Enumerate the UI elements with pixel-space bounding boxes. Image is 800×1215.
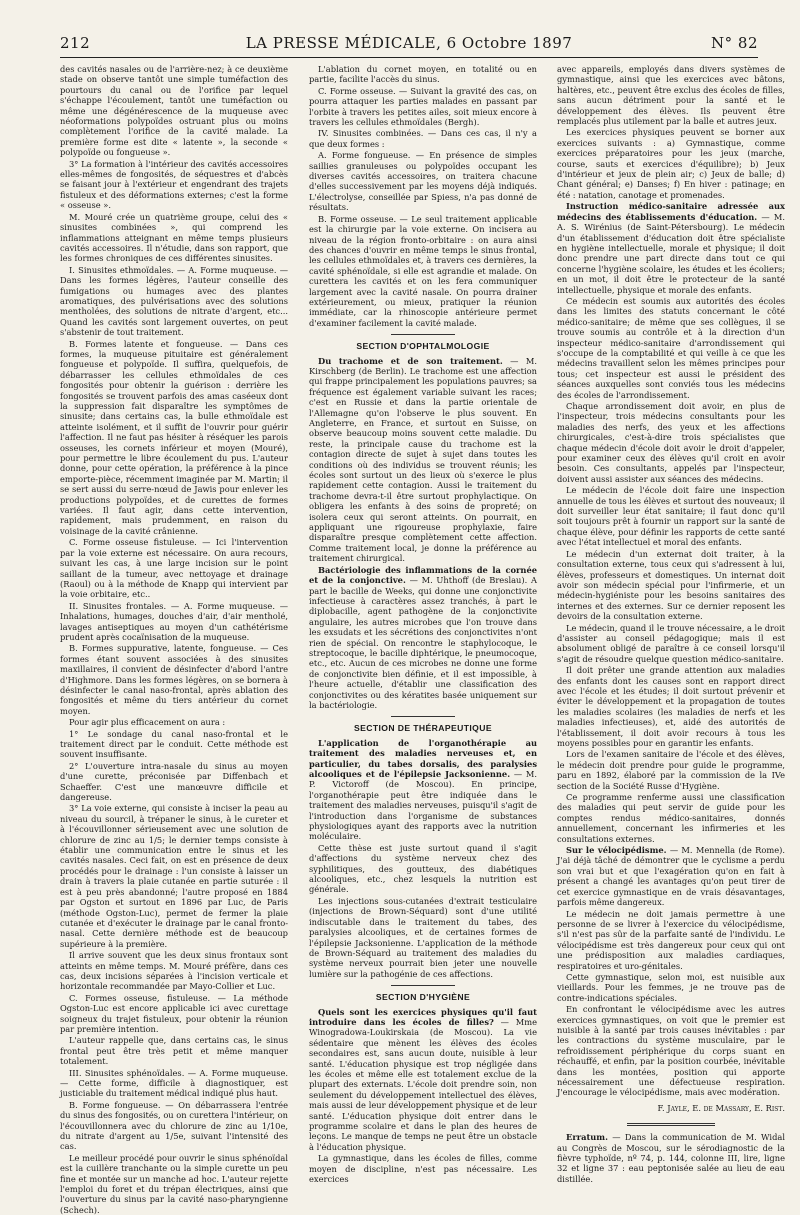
paragraph: Cette gymnastique, selon moi, est nuisible aux vieillards. Pour les femmes, je ne trouve pas de contre-indications spéciales. xyxy=(557,971,785,1003)
paragraph: B. Formes suppurative, latente, fongueuse. — Ces formes étant souvent associées à des sinusites maxillaires, il convient de désinfecter d'abord l'antre d'Highmore. Dans les formes légères, on se bornera à désinfecter le canal naso-frontal, après ablation des fongosités et même du tiers antérieur du cornet moyen. xyxy=(60,643,288,716)
paragraph: IV. Sinusites combinées. — Dans ces cas, il n'y a que deux formes : xyxy=(309,128,537,149)
journal-title: LA PRESSE MÉDICALE, 6 Octobre 1897 xyxy=(245,34,573,52)
divider xyxy=(391,716,455,717)
page-number: 212 xyxy=(60,34,91,52)
paragraph: Le médecin d'un externat doit traiter, à la consultation externe, tous ceux qui s'adressent à lui, élèves, professeurs et domestiques. Un internat doit avoir son médecin spécial pour l'infirmerie, et un médecin-hygiéniste pour les besoins sanitaires des internes et des externes. Sur ce dernier reposent les devoirs de la consultation externe. xyxy=(557,548,785,622)
paragraph: B. Forme osseuse. — Le seul traitement applicable est la chirurgie par la voie externe. On incisera au niveau de la région fronto-orbitaire : on aura ainsi des chances d'ouvrir en même temps le sinus frontal, les cellules ethmoïdales et, à travers ces dernières, la cavité sphénoïdale, si elle est agrandie et malade. On curettera les cavités et on les fera communiquer largement avec la cavité nasale. On pourra drainer extérieurement, ou mieux, pratiquer la réunion immédiate, car la rhinoscopie antérieure permet d'examiner facilement la cavité malade. xyxy=(309,213,537,328)
article-paragraph xyxy=(309,1007,537,1153)
section-heading xyxy=(309,985,537,1002)
erratum-title: Erratum. xyxy=(566,1132,608,1143)
section-title: SECTION D'OPHTALMOLOGIE xyxy=(356,341,490,352)
article-paragraph xyxy=(309,738,537,842)
article-text: — M. P. Victoroff (de Moscou). En principe, l'organothérapie peut être indiquée dans le traitement des maladies nerveuses, puisqu'il s'agit de l'introduction dans l'organisme de substances physiologiques ayant des rapports avec la nutrition moléculaire. xyxy=(309,769,537,842)
section-heading xyxy=(309,334,537,351)
paragraph: Cette thèse est juste surtout quand il s'agit d'affections du système nerveux chez des syphilitiques, des goutteux, des diabétiques alcooliques, etc., chez lesquels la nutrition est générale. xyxy=(309,842,537,895)
article-title: L'application de l'organothérapie au traitement des maladies nerveuses et, en particulier, du tabes dorsalis, des paralysies alcooliques et de l'épilepsie Jacksonienne. xyxy=(309,737,537,779)
column-2 xyxy=(309,64,537,1185)
paragraph: Le meilleur procédé pour ouvrir le sinus sphénoïdal est la cuillère tranchante ou la simple curette un peu fine et montée sur un manche ad hoc. L'auteur rejette l'emploi du foret et du trépan électriques, ainsi que l'ouverture du sinus par la cavité naso-pharyngienne (Schech). xyxy=(60,1152,288,1215)
column-1 xyxy=(60,64,288,1215)
article-paragraph xyxy=(309,356,537,564)
article-text: — M. Uhthoff (de Breslau). A part le bacille de Weeks, qui donne une conjonctivite infectieuse à caractères assez tranchés, à part le diplobacille, agent pathogène de la conjonctivite angulaire, les autres microbes que l'on trouve dans les exsudats et les sécrétions des conjonctivites n'ont rien de spécial. On rencontre le staphylocoque, le streptocoque, le bacille diphtérique, le pneumocoque, etc., etc. Aucun de ces microbes ne donne une forme de conjonctivite bien définie, et il est impossible, à l'heure actuelle, d'établir une classification des conjonctivites ou des kératites basée uniquement sur la bactériologie. xyxy=(309,575,537,710)
paragraph: A. Forme fongueuse. — En présence de simples saillies granuleuses ou polypoïdes occupant les diverses cavités accessoires, on traitera chacune d'elles successivement par les moyens déjà indiqués. L'électrolyse, conseillée par Spiess, n'a pas donné de résultats. xyxy=(309,150,537,213)
column-3 xyxy=(557,64,786,1184)
article-title: Quels sont les exercices physiques qu'il faut introduire dans les écoles de filles? xyxy=(309,1006,537,1027)
double-divider xyxy=(627,1123,715,1126)
paragraph: 3° La formation à l'intérieur des cavités accessoires elles-mêmes de fongosités, de séquestres et d'abcès se faisant jour à l'extérieur et engendrant des trajets fistuleux et des déformations externes; c'est la forme « osseuse ». xyxy=(60,158,288,211)
paragraph: L'ablation du cornet moyen, en totalité ou en partie, facilite l'accès du sinus. xyxy=(309,64,537,85)
paragraph: avec appareils, employés dans divers systèmes de gymnastique, ainsi que les exercices avec bâtons, haltères, etc., peuvent être exclus des écoles de filles, sans aucun détriment pour la santé et le développement des élèves. Ils peuvent être remplacés plus utilement par la balle et autres jeux. xyxy=(557,64,785,127)
paragraph: II. Sinusites frontales. — A. Forme muqueuse. — Inhalations, humages, douches d'air, d'air mentholé, lavages antiseptiques au moyen d'un cathétérisme prudent après cocaïnisation de la muqueuse. xyxy=(60,600,288,642)
article-text: — Mme Winogradowa-Loukirskaia (de Moscou). La vie sédentaire que mènent les élèves des écoles secondaires est, sans aucun doute, nuisible à leur santé. L'éducation physique est trop négligée dans les écoles et même elle est totalement exclue de la plupart des externats. L'école doit prendre soin, non seulement du développement intellectuel des élèves, mais aussi de leur développement physique et de leur santé. L'éducation physique doit entrer dans le programme scolaire et dans le plan des heures de leçons. Le manque de temps ne peut être un obstacle à l'éducation physique. xyxy=(309,1016,537,1152)
article-paragraph xyxy=(557,201,785,295)
paragraph: Ce programme renferme aussi une classification des maladies qui peut servir de guide pour les comptes rendus médico-sanitaires, donnés annuellement, concernant les infirmeries et les consultations externes. xyxy=(557,792,785,844)
paragraph: III. Sinusites sphénoïdales. — A. Forme muqueuse. — Cette forme, difficile à diagnostiquer, est justiciable du traitement médical indiqué plus haut. xyxy=(60,1067,288,1099)
paragraph: Il doit prêter une grande attention aux maladies des enfants dont les causes sont en rapport direct avec l'école et les études; il doit surtout prévenir et éviter le développement et la propagation de toutes les maladies scolaires (les maladies de nerfs et les maladies infectieuses), et, aidé des autorités de l'établissement, il doit avoir recours à tous les moyens possibles pour en garantir les enfants. xyxy=(557,665,785,748)
article-text: — M. Kirschberg (de Berlin). Le trachome est une affection qui frappe principalement les populations pauvres; sa fréquence est également variable suivant les races; c'est en Russie et dans la partie orientale de l'Allemagne qu'on l'observe le plus souvent. En Angleterre, en France, et surtout en Suisse, on observe beaucoup moins souvent cette maladie. Du reste, la principale cause du trachome est la contagion directe de sujet à sujet dans toutes les conditions où des individus se trouvent réunis; les écoles sont surtout un des lieux où s'exerce le plus rapidement cette contagion. Aussi le traitement du trachome devra-t-il être surtout prophylactique. On obligera les enfants à des soins de propreté; on isolera ceux qui seront atteints. On pourrait, en appliquant une rigoureuse prophylaxie, faire disparaître presque complètement cette affection. Comme traitement local, je donne la préférence au traitement chirurgical. xyxy=(309,355,537,564)
paragraph: L'auteur rappelle que, dans certains cas, le sinus frontal peut être très petit et même manquer totalement. xyxy=(60,1035,288,1067)
article-paragraph xyxy=(557,845,785,907)
section-title: SECTION D'HYGIÈNE xyxy=(375,992,471,1003)
erratum-text: — Dans la communication de M. Widal au Congrès de Moscou, sur le sérodiagnostic de la fièvre typhoïde, nº 74, p. 144, colonne III, lire, ligne 32 et ligne 37 : eau peptonisée salée au lieu de eau distillée. xyxy=(557,1132,785,1184)
divider xyxy=(391,985,455,986)
header-rule xyxy=(60,57,758,58)
signature: F. Jayle, E. de Massary, E. Rist. xyxy=(657,1102,785,1113)
paragraph: Pour agir plus efficacement on aura : xyxy=(69,717,226,728)
paragraph: En confrontant le vélocipédisme avec les autres exercices gymnastiques, on voit que le premier est nuisible à la santé par trois causes inévitables : par les contractions du système musculaire, par le refroidissement périphérique du corps suant en réchauffé, et enfin, par la position courbée, inévitable dans les montées, position qui apporte nécessairement une défectueuse respiration. J'encourage le vélocipédisme, mais avec modération. xyxy=(557,1004,785,1098)
paragraph: B. Forme fongueuse. — On débarrassera l'entrée du sinus des fongosités, ou on curettera l'intérieur, on l'écouvillonnera avec du chlorure de zinc au 1/10e, du nitrate d'argent au 1/5e, suivant l'intensité des cas. xyxy=(60,1099,288,1152)
paragraph: Ce médecin est soumis aux autorités des écoles dans les limites des statuts concernant le côté médico-sanitaire; de même que ses collègues, il se trouve soumis au contrôle et à la direction d'un inspecteur médico-sanitaire d'arrondissement qui s'occupe de la comptabilité et qui veille à ce que les médecins travaillent selon les mêmes principes pour tous; cet inspecteur est aussi le président des séances auxquelles sont conviés tous les médecins des écoles de l'arrondissement. xyxy=(557,295,785,400)
paragraph: C. Forme osseuse. — Suivant la gravité des cas, on pourra attaquer les parties malades en passant par l'orbite à travers les petites ailes, soit mieux encore à travers les cellules ethmoïdales (Bergh). xyxy=(309,85,537,128)
paragraph: Le médecin de l'école doit faire une inspection annuelle de tous les élèves et surtout des nouveaux; il doit surveiller leur état sanitaire; il faut donc qu'il soit toujours prêt à fournir un rapport sur la santé de chaque élève, pour définir les rapports de cette santé avec l'état intellectuel et moral des enfants. xyxy=(557,485,785,548)
page-header xyxy=(60,34,758,54)
paragraph: M. Mouré crée un quatrième groupe, celui des « sinusites combinées », qui comprend les inflammations atteignant en même temps plusieurs cavités accessoires. Il n'étudie, dans son rapport, que les formes chroniques de ces différentes sinusites. xyxy=(60,211,288,264)
paragraph: C. Forme osseuse fistuleuse. — Ici l'intervention par la voie externe est nécessaire. On aura recours, suivant les cas, à une large incision sur le point saillant de la tumeur, avec nettoyage et drainage (Raoul) ou à la méthode de Knapp qui intervient par la voie orbitaire, etc.. xyxy=(60,537,288,600)
article-title: Instruction médico-sanitaire adressée aux médecins des établissements d'éducation. xyxy=(557,201,785,222)
article-title: Du trachome et de son traitement. xyxy=(318,355,503,366)
paragraph: 3° La voie externe, qui consiste à inciser la peau au niveau du sourcil, à trépaner le sinus, à le cureter et à l'écouvillonner sérieusement avec une solution de chlorure de zinc au 1/5; le dernier temps consiste à établir une communication entre le sinus et les cavités nasales. Ceci fait, on est en présence de deux procédés pour le drainage : l'un consiste à laisser un drain à travers la plaie cutanée en partie suturée : il est à peu près abandonné; l'autre proposé en 1884 par Ogston et surtout en 1896 par Luc, de Paris (méthode Ogston-Luc), permet de fermer la plaie cutanée et d'exécuter le drainage par le canal fronto-nasal. Cette dernière méthode est de beaucoup supérieure à la première. xyxy=(60,803,288,949)
paragraph: Les exercices physiques peuvent se borner aux exercices suivants : a) Gymnastique, comme exercices préparatoires pour les jeux (marche, course, sauts et exercices d'équilibre); b) Jeux d'intérieur et jeux de plein air; c) Jeux de balle; d) Chant général; e) Danses; f) En hiver : patinage; en été : natation, canotage et promenades. xyxy=(557,127,785,200)
article-title: Sur le vélocipédisme. xyxy=(566,845,667,856)
paragraph: Le médecin ne doit jamais permettre à une personne de se livrer à l'exercice du vélocipédisme, s'il n'est pas sûr de la parfaite santé de l'individu. Le vélocipédisme est très dangereux pour ceux qui ont une prédisposition aux maladies cardiaques, respiratoires et uro-génitales. xyxy=(557,908,785,971)
paragraph: Les injections sous-cutanées d'extrait testiculaire (injections de Brown-Séquard) sont d'une utilité indiscutable dans le traitement du tabes, des paralysies alcooliques, et de certaines formes de l'épilepsie Jacksonienne. L'application de la méthode de Brown-Séquard au traitement des maladies du système nerveux pourrait bien jeter une nouvelle lumière sur la pathogénie de ces affections. xyxy=(309,895,537,979)
section-title: SECTION DE THÉRAPEUTIQUE xyxy=(353,723,493,734)
paragraph: 2° L'ouverture intra-nasale du sinus au moyen d'une curette, préconisée par Diffenbach et Schaeffer. C'est une manœuvre difficile et dangereuse. xyxy=(60,760,288,803)
paragraph: Lors de l'examen sanitaire de l'école et des élèves, le médecin doit prendre pour guide le programme, paru en 1892, élaboré par la commission de la IVe section de la Société Russe d'Hygiène. xyxy=(557,749,785,791)
article-paragraph xyxy=(309,565,537,711)
divider xyxy=(391,334,455,335)
paragraph: 1° Le sondage du canal naso-frontal et le traitement direct par le conduit. Cette méthode est souvent insuffisante. xyxy=(60,728,288,760)
paragraph: Chaque arrondissement doit avoir, en plus de l'inspecteur, trois médecins consultants pour les maladies des nerfs, des yeux et les affections chirurgicales, c'est-à-dire trois spécialistes que chaque médecin d'école doit avoir le droit d'appeler, pour examiner ceux des élèves qu'il croit en avoir besoin. Ces consultants, appelés par l'inspecteur, doivent aussi assister aux séances des médecins. xyxy=(557,401,785,484)
paragraph: I. Sinusites ethmoïdales. — A. Forme muqueuse. — Dans les formes légères, l'auteur conseille des fumigations ou humages avec des plantes aromatiques, des pulvérisations avec des solutions mentholées, des solutions de nitrate d'argent, etc... Quand les cavités sont largement ouvertes, on peut s'abstenir de tout traitement. xyxy=(60,264,288,338)
paragraph: des cavités nasales ou de l'arrière-nez; à ce deuxième stade on observe tantôt une simple tuméfaction des pourtours du canal ou de l'orifice par lequel s'échappe l'écoulement, tantôt une tuméfaction ou même une dégénérescence de la muqueuse avec néoformations polypoïdes ostruant plus ou moins complètement l'orifice de la cavité malade. La première forme est dite « latente », la seconde « polypoïde ou fongueuse ». xyxy=(60,64,288,158)
erratum xyxy=(557,1132,785,1184)
issue-number: N° 82 xyxy=(711,34,758,52)
paragraph: C. Formes osseuse, fistuleuse. — La méthode Ogston-Luc est encore applicable ici avec curettage soigneux du trajet fistuleux, pour obtenir la réunion par première intention. xyxy=(60,992,288,1034)
paragraph: Il arrive souvent que les deux sinus frontaux sont atteints en même temps. M. Mouré préfère, dans ces cas, deux incisions séparées à l'incision verticale et horizontale recommandée par Mayo-Collier et Luc. xyxy=(60,950,288,992)
article-title: Bactériologie des inflammations de la cornée et de la conjonctive. xyxy=(309,564,537,586)
section-heading xyxy=(309,716,537,733)
paragraph: B. Formes latente et fongueuse. — Dans ces formes, la muqueuse pituitaire est généralement fongueuse et polypoïde. Il suffira, quelquefois, de débarrasser les cellules ethmoïdales de ces fongosités pour obtenir la guérison : derrière les fongosités se trouvent parfois des amas caséeux dont la suppression fait disparaître les symptômes de sinusite; dans certains cas, la bulle ethmoïdale est atteinte isolément, et il suffit de l'ouvrir pour guérir l'affection. Il ne faut pas hésiter à réséquer les parois osseuses, les cornets inférieur et moyen (Mouré), pour permettre le libre écoulement du pus. L'auteur donne, pour cette opération, la préférence à la pince emporte-pièce, récemment imaginée par M. Martin; il se sert aussi du serre-nœud de Jawis pour enlever les productions polypoïdes, et de curettes de formes variées. Il faut agir, dans cette intervention, rapidement, mais prudemment, en raison du voisinage de la cavité crânienne. xyxy=(60,338,288,536)
article-text: — M. Mennella (de Rome). J'ai déjà tâché de démontrer que le cyclisme a perdu son vrai but et que l'exagération qu'on en fait à présent a changé les avantages qu'on peut tirer de cet exercice gymnastique en de vrais désavantages, parfois même dangereux. xyxy=(557,845,785,908)
paragraph: La gymnastique, dans les écoles de filles, comme moyen de discipline, n'est pas nécessaire. Les exercices xyxy=(309,1153,537,1185)
article-text: — M. A. S. Wirénius (de Saint-Pétersbourg). Le médecin d'un établissement d'éducation doit être spécialiste en hygiène intellectuelle, morale et physique; il doit donc prendre une part directe dans tout ce qui concerne l'hygiène scolaire, les études et les écoliers; en un mot, il doit être le protecteur de la santé intellectuelle, physique et morale des enfants. xyxy=(557,211,785,295)
paragraph: Le médecin, quand il le trouve nécessaire, a le droit d'assister au conseil pédagogique; mais il est absolument obligé de paraître à ce conseil lorsqu'il s'agit de résoudre quelque question médico-sanitaire. xyxy=(557,622,786,664)
